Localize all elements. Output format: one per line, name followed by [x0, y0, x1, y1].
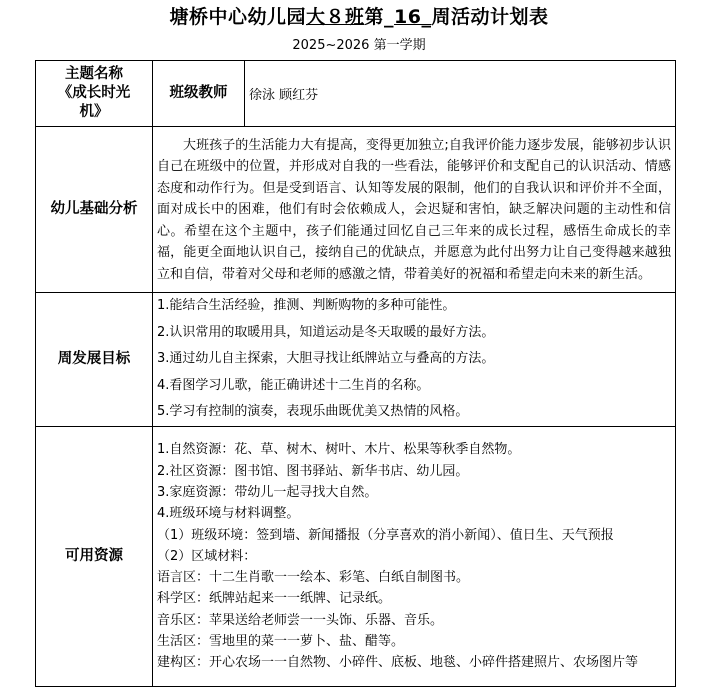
goals-row: [36, 293, 676, 427]
theme-label-line2: 《成长时光: [57, 85, 131, 101]
plan-table: [35, 60, 676, 687]
basis-text-cell: 大班孩子的生活能力大有提高，变得更加独立;自我评价能力逐步发展，能够初步认识自己在班级中的位置，并形成对自我的一些看法，能够评价和支配自己的认识活动、情感态度和动作行为。但是受到语言、认知等发展的限制，他们的自我认识和评价并不全面，面对成长中的困难，他们有时会依赖成人，会迟疑和害怕，缺乏解决问题的主动性和信心。希望在这个主题中，孩子们能通过回忆自己三年来的成长过程，感悟生命成长的幸福，能更全面地认识自己，接纳自己的优缺点，并愿意为此付出努力让自己变得越来越独立和自信，带着对父母和老师的感激之情，带着美好的祝福和希望走向未来的新生活。: [153, 127, 676, 293]
basis-row: [36, 127, 676, 293]
resource-line: 音乐区：苹果送给老师尝一一头饰、乐器、音乐。: [157, 612, 444, 628]
theme-row: [36, 61, 676, 127]
resource-line: （1）班级环境：签到墙、新闻播报（分享喜欢的消小新闻）、值日生、天气预报: [157, 527, 614, 543]
resource-line: 2.社区资源：图书馆、图书驿站、新华书店、幼儿园。: [157, 463, 469, 479]
goal-item: 5.学习有控制的演奏，表现乐曲既优美又热情的风格。: [157, 404, 469, 420]
title-suffix: 周活动计划表: [431, 6, 549, 28]
page-title: [0, 2, 718, 29]
goal-item: 3.通过幼儿自主探索，大胆寻找让纸牌站立与叠高的方法。: [157, 351, 495, 367]
goal-item: 2.认识常用的取暖用具，知道运动是冬天取暖的最好方法。: [157, 324, 495, 340]
theme-label-line3: 机》: [79, 104, 109, 120]
resource-line: 4.班级环境与材料调整。: [157, 506, 300, 522]
goal-item: 4.看图学习儿歌，能正确讲述十二生肖的名称。: [157, 377, 430, 393]
resources-row: [36, 426, 676, 686]
page-subtitle: 2025~2026 第一学期: [292, 38, 426, 53]
theme-name-cell: [36, 61, 153, 127]
basis-label-cell: 幼儿基础分析: [36, 127, 153, 293]
teacher-label-cell: 班级教师: [153, 61, 245, 127]
resource-line: 建构区：开心农场一一自然物、小碎件、底板、地毯、小碎件搭建照片、农场图片等: [157, 655, 639, 671]
title-class: 大８班: [306, 6, 365, 28]
goal-item: 1.能结合生活经验，推测、判断购物的多种可能性。: [157, 298, 456, 313]
resource-line: 科学区：纸牌站起来一一纸牌、记录纸。: [157, 591, 392, 607]
resources-label-cell: 可用资源: [36, 426, 153, 686]
resource-line: 生活区：雪地里的菜一一萝卜、盐、醋等。: [157, 634, 405, 649]
teacher-names-cell: 徐泳 顾红芬: [245, 61, 676, 127]
title-school: 塘桥中心幼儿园: [169, 6, 306, 28]
resource-line: 1.自然资源：花、草、树木、树叶、木片、松果等秋季自然物。: [157, 442, 521, 458]
resources-list-cell: [153, 426, 676, 686]
goals-list-cell: [153, 293, 676, 427]
title-week-prefix: 第_: [364, 6, 395, 28]
goals-label-cell: 周发展目标: [36, 293, 153, 427]
resource-line: （2）区域材料：: [157, 548, 257, 564]
resource-line: 语言区：十二生肖歌一一绘本、彩笔、白纸自制图书。: [157, 570, 470, 586]
resource-line: 3.家庭资源：带幼儿一起寻找大自然。: [157, 484, 378, 500]
theme-label-line1: 主题名称: [65, 66, 123, 82]
title-week: 16_: [394, 6, 432, 28]
